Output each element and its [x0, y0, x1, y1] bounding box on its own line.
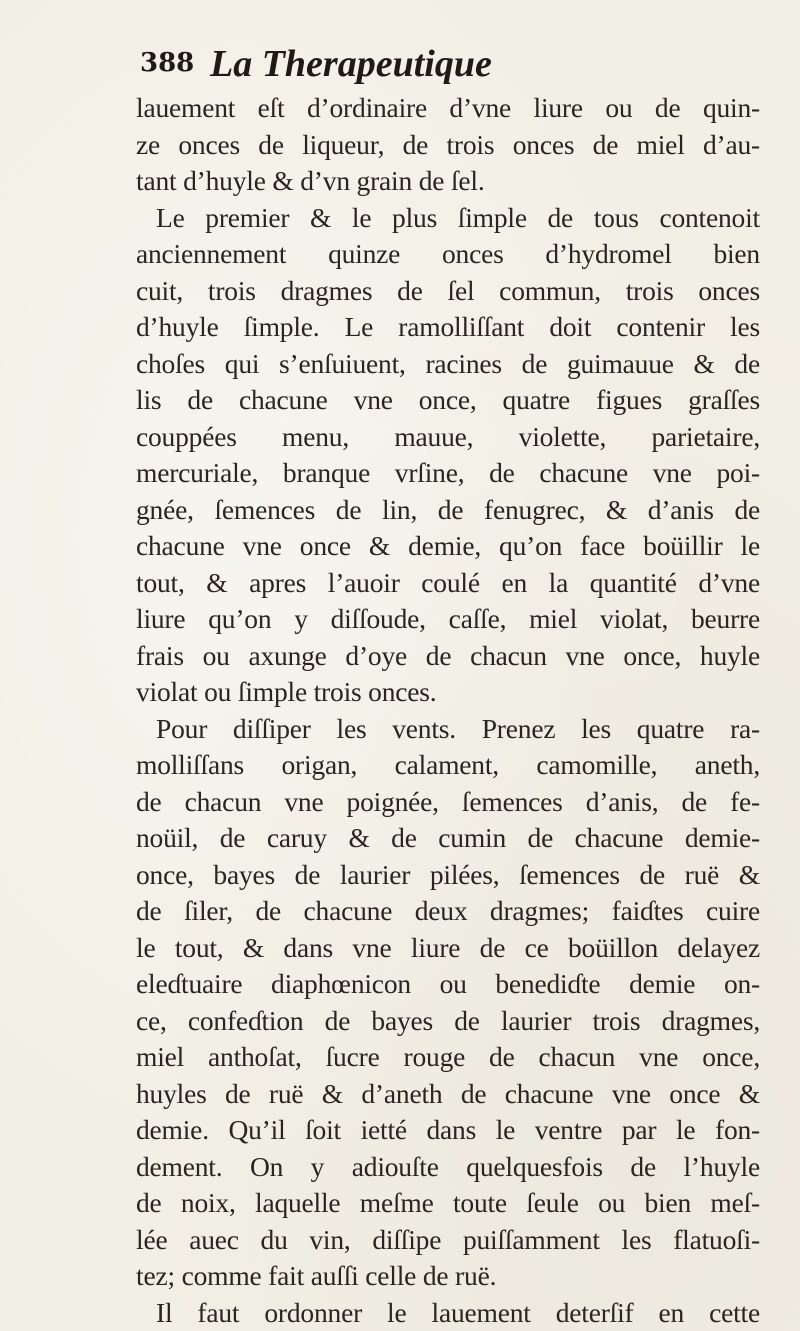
text-line: mercuriale, branque vrſine, de chacune vne poi-	[136, 457, 760, 488]
text-line: demie. Qu’il ſoit ietté dans le ventre par le fon-	[136, 1114, 760, 1145]
paragraph-start-line: Le premier & le plus ſimple de tous contenoit	[156, 201, 760, 233]
text-line: tez; comme fait auſſi celle de ruë.	[136, 1260, 497, 1291]
text-line: couppées menu, mauue, violette, parietaire,	[136, 420, 760, 452]
text-line: chacune vne once & demie, qu’on face boüillir le	[136, 530, 760, 561]
paragraph-start-line: Pour diſſiper les vents. Prenez les quatre ra-	[156, 712, 760, 744]
body-text	[136, 90, 760, 1331]
text-line: violat ou ſimple trois onces.	[136, 676, 437, 707]
text-line: molliſſans origan, calament, camomille, aneth,	[136, 749, 760, 780]
paragraph-start-line: Il faut ordonner le lauement deterſif en cette	[156, 1296, 760, 1328]
text-line: huyles de ruë & d’aneth de chacune vne once &	[136, 1077, 760, 1109]
text-line: lauement eſt d’ordinaire d’vne liure ou de quin-	[136, 92, 760, 123]
text-line: de chacun vne poignée, ſemences d’anis, de fe-	[136, 785, 760, 817]
text-line: gnée, ſemences de lin, de fenugrec, & d’anis de	[136, 493, 760, 525]
text-line: tout, & apres l’auoir coulé en la quantité d’vne	[136, 566, 760, 598]
text-line: frais ou axunge d’oye de chacun vne once, huyle	[136, 639, 760, 671]
text-line: ce, confeɗtion de bayes de laurier trois dragmes,	[136, 1004, 760, 1036]
page-header	[140, 42, 760, 92]
text-line: le tout, & dans vne liure de ce boüillon delayez	[136, 931, 760, 963]
text-line: once, bayes de laurier pilées, ſemences de ruë &	[136, 858, 760, 890]
text-line: de noix, laquelle meſme toute ſeule ou bien meſ-	[136, 1187, 760, 1218]
text-line: anciennement quinze onces d’hydromel bien	[136, 238, 760, 269]
text-line: lée auec du vin, diſſipe puiſſamment les flatuoſi-	[136, 1223, 760, 1255]
text-line: choſes qui s’enſuiuent, racines de guimauue & de	[136, 347, 760, 379]
running-title: La Therapeutique	[210, 43, 492, 85]
text-line: tant d’huyle & d’vn grain de ſel.	[136, 165, 485, 196]
text-line: de ſiler, de chacune deux dragmes; faiɗtes cuire	[136, 895, 760, 926]
text-line: d’huyle ſimple. Le ramolliſſant doit contenir les	[136, 311, 760, 342]
text-line: eleɗtuaire diaphœnicon ou benediɗte demie on-	[136, 968, 760, 999]
text-line: liure qu’on y diſſoude, caſſe, miel violat, beurre	[136, 603, 760, 634]
text-line: lis de chacune vne once, quatre figues graſſes	[136, 384, 760, 415]
text-line: ze onces de liqueur, de trois onces de miel d’au-	[136, 128, 760, 160]
text-line: miel anthoſat, ſucre rouge de chacun vne once,	[136, 1041, 760, 1072]
page-number: 388	[140, 48, 195, 78]
text-line: cuit, trois dragmes de ſel commun, trois onces	[136, 274, 760, 306]
text-line: dement. On y adiouſte quelquesfois de l’huyle	[136, 1150, 760, 1182]
text-line: noüil, de caruy & de cumin de chacune demie-	[136, 822, 760, 853]
